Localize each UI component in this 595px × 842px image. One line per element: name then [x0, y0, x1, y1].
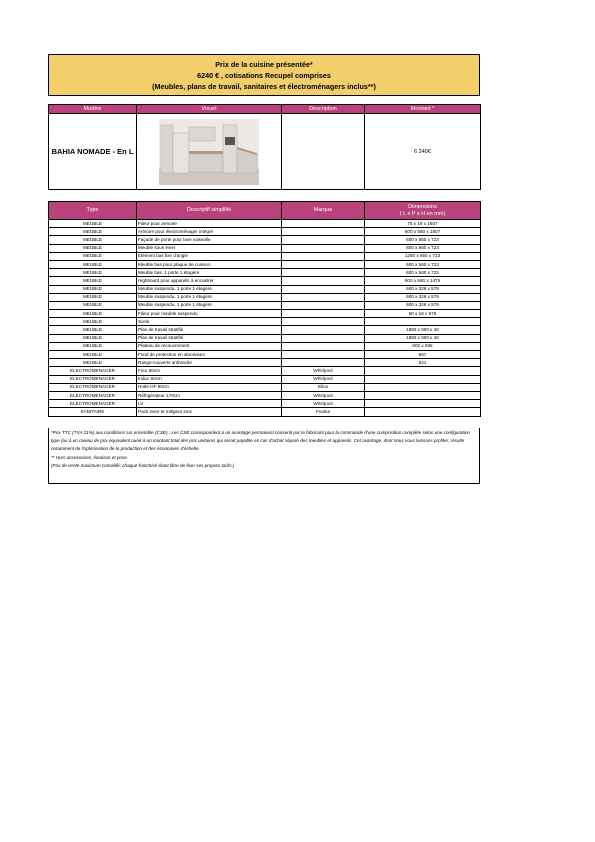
table-row: [49, 359, 481, 367]
row-description: Fileur pour meuble suspendu: [137, 310, 282, 318]
row-brand: Whirlpool: [282, 391, 365, 399]
row-dimensions: 50 x 16 x 579: [365, 310, 481, 318]
row-dimensions: [365, 375, 481, 383]
row-dimensions: 600 x 560 x 723: [365, 269, 481, 277]
table-row: [49, 342, 481, 350]
header-price: 6240 € , cotisations Recupel comprises: [197, 71, 331, 80]
kitchen-visual: [137, 114, 282, 190]
table-row: [49, 391, 481, 399]
row-brand: [282, 334, 365, 342]
row-dimensions: 1850 x 600 x 40: [365, 326, 481, 334]
col-desc: Descriptif simplifié: [137, 202, 282, 220]
row-description: Façade de porte pour lave vaisselle: [137, 236, 282, 244]
row-dimensions: 521: [365, 359, 481, 367]
row-description: Meuble suspendu, 1 porte 1 étagère: [137, 293, 282, 301]
row-description: Hotte HF 90cm: [137, 383, 282, 391]
table-row: [49, 326, 481, 334]
row-brand: [282, 220, 365, 228]
table-row: [49, 293, 481, 301]
row-type: MEUBLE: [49, 334, 137, 342]
col-dims: [365, 202, 481, 220]
row-brand: [282, 359, 365, 367]
row-brand: [282, 252, 365, 260]
row-brand: Franke: [282, 408, 365, 416]
footnote-pricing: (Prix de vente maximum conseillé; chaque franchisé étant libre de fixer ses propres tarifs.): [51, 462, 235, 468]
table-row: [49, 252, 481, 260]
row-description: Meuble sous évier: [137, 244, 282, 252]
details-table: [48, 201, 481, 417]
col-amount: Montant *: [365, 105, 481, 114]
col-brand: Marque: [282, 202, 365, 220]
table-row: [49, 375, 481, 383]
table-row: [49, 400, 481, 408]
row-brand: [282, 260, 365, 268]
row-brand: Whirlpool: [282, 400, 365, 408]
table-row: [49, 244, 481, 252]
row-dimensions: 600 x 560 x 723: [365, 236, 481, 244]
row-brand: [282, 318, 365, 326]
table-row: [49, 351, 481, 359]
row-type: MEUBLE: [49, 244, 137, 252]
row-description: Socle: [137, 318, 282, 326]
row-dimensions: [365, 367, 481, 375]
row-description: Réfrigérateur 178cm: [137, 391, 282, 399]
row-description: Plan de travail stratifié: [137, 334, 282, 342]
row-description: LV: [137, 400, 282, 408]
table-row: [49, 228, 481, 236]
row-description: Plan de travail stratifié: [137, 326, 282, 334]
row-description: Fond de protection en aluminium: [137, 351, 282, 359]
row-type: ELECTROMENAGER: [49, 367, 137, 375]
row-brand: [282, 277, 365, 285]
row-type: MEUBLE: [49, 293, 137, 301]
row-dimensions: 600 x 326 x 579: [365, 301, 481, 309]
row-description: Four 60cm: [137, 367, 282, 375]
row-description: Meuble suspendu, 1 porte 1 étagère: [137, 285, 282, 293]
header-included: (Meubles, plans de travail, sanitaires et électroménagers inclus**): [152, 82, 376, 91]
row-brand: Whirlpool: [282, 367, 365, 375]
header-title: Prix de la cuisine présentée*: [215, 60, 313, 69]
col-visual: Visuel: [137, 105, 282, 114]
row-dimensions: [365, 383, 481, 391]
row-brand: [282, 301, 365, 309]
row-dimensions: [365, 318, 481, 326]
row-dimensions: 602 x 565: [365, 342, 481, 350]
row-description: Highboard pour appareils à encastrer: [137, 277, 282, 285]
row-description: Meuble bas, 1 porte 1 étagère: [137, 269, 282, 277]
row-brand: [282, 326, 365, 334]
row-description: Meuble bas pour plaque de cuisson: [137, 260, 282, 268]
row-brand: [282, 342, 365, 350]
table-row: [49, 220, 481, 228]
price-header: [48, 54, 480, 96]
row-dimensions: 1250 x 650 x 723: [365, 252, 481, 260]
col-dims-unit: ( L x P x H en mm): [399, 210, 446, 217]
col-type: Type: [49, 202, 137, 220]
row-brand: [282, 310, 365, 318]
model-name: BAHIA NOMADE - En L: [49, 114, 137, 190]
row-dimensions: 600 x 560 x 1907: [365, 228, 481, 236]
row-dimensions: 600 x 326 x 579: [365, 293, 481, 301]
table-row: [49, 367, 481, 375]
row-dimensions: 567: [365, 351, 481, 359]
row-type: ELECTROMENAGER: [49, 375, 137, 383]
row-description: Range-couverts anthracite: [137, 359, 282, 367]
row-description: Armoire pour électroménager intégré: [137, 228, 282, 236]
row-type: MEUBLE: [49, 342, 137, 350]
kitchen-render-image: [159, 119, 259, 185]
row-type: SANITAIRE: [49, 408, 137, 416]
row-brand: [282, 244, 365, 252]
table-row: [49, 408, 481, 416]
amount-value: 6 240€: [365, 114, 481, 190]
row-type: MEUBLE: [49, 301, 137, 309]
row-brand: Whirlpool: [282, 375, 365, 383]
table-row: [49, 310, 481, 318]
row-description: Plateau de recouvrement: [137, 342, 282, 350]
row-type: MEUBLE: [49, 252, 137, 260]
row-type: ELECTROMENAGER: [49, 383, 137, 391]
table-row: [49, 260, 481, 268]
row-brand: Elica: [282, 383, 365, 391]
row-brand: [282, 228, 365, 236]
row-brand: [282, 269, 365, 277]
table-row: [49, 334, 481, 342]
table-row: [49, 236, 481, 244]
row-brand: [282, 285, 365, 293]
row-type: MEUBLE: [49, 326, 137, 334]
row-brand: [282, 293, 365, 301]
row-description: Pack evier et mitigeur inox: [137, 408, 282, 416]
row-dimensions: 75 x 19 x 1907: [365, 220, 481, 228]
row-dimensions: 600 x 560 x 723: [365, 244, 481, 252]
table-row: [49, 318, 481, 326]
row-dimensions: [365, 391, 481, 399]
row-type: MEUBLE: [49, 285, 137, 293]
row-type: MEUBLE: [49, 236, 137, 244]
col-description: Description: [282, 105, 365, 114]
row-type: MEUBLE: [49, 359, 137, 367]
row-description: Induc 60cm: [137, 375, 282, 383]
footnote-exclusions: ** Hors accessoires, livraison et pose.: [51, 454, 129, 460]
row-brand: [282, 236, 365, 244]
row-description: Meuble suspendu, 1 porte 1 étagère: [137, 301, 282, 309]
description-cell: [282, 114, 365, 190]
table-row: [49, 285, 481, 293]
table-row: [49, 383, 481, 391]
summary-table: [48, 104, 481, 190]
row-brand: [282, 351, 365, 359]
row-type: MEUBLE: [49, 269, 137, 277]
table-row: [49, 277, 481, 285]
row-dimensions: [365, 400, 481, 408]
row-dimensions: 600 x 560 x 1475: [365, 277, 481, 285]
table-row: [49, 269, 481, 277]
footnote-price: *Prix TTC (TVA 21%) aux conditions sur ensemble (CSE) : Les CSE correspondent à un avantage permanent consenti par le fabricant pour la commande d'une composition complète selon une configuration type (ou à un niveau de prix équivalent ou/et à un montant total des prix unitaires qui serait payable en cas d'achat séparé des meubles et appareils. Cet avantage, dont nous vous laissons profiter, résulte notamment de l'optimisation de la production et des économies d'échelle.: [51, 430, 470, 452]
row-type: MEUBLE: [49, 260, 137, 268]
row-dimensions: 1850 x 600 x 40: [365, 334, 481, 342]
row-type: MEUBLE: [49, 228, 137, 236]
col-model: Modèle: [49, 105, 137, 114]
row-description: Elément bas fixe d'angle: [137, 252, 282, 260]
row-dimensions: [365, 408, 481, 416]
row-type: MEUBLE: [49, 310, 137, 318]
row-type: MEUBLE: [49, 277, 137, 285]
row-type: MEUBLE: [49, 318, 137, 326]
row-type: MEUBLE: [49, 220, 137, 228]
row-dimensions: 600 x 560 x 723: [365, 260, 481, 268]
footnotes: [48, 428, 480, 484]
row-type: ELECTROMENAGER: [49, 391, 137, 399]
row-dimensions: 600 x 326 x 579: [365, 285, 481, 293]
col-dims-title: Dimensions: [408, 203, 437, 210]
row-description: Fileur pour armoire: [137, 220, 282, 228]
table-row: [49, 301, 481, 309]
row-type: ELECTROMENAGER: [49, 400, 137, 408]
row-type: MEUBLE: [49, 351, 137, 359]
